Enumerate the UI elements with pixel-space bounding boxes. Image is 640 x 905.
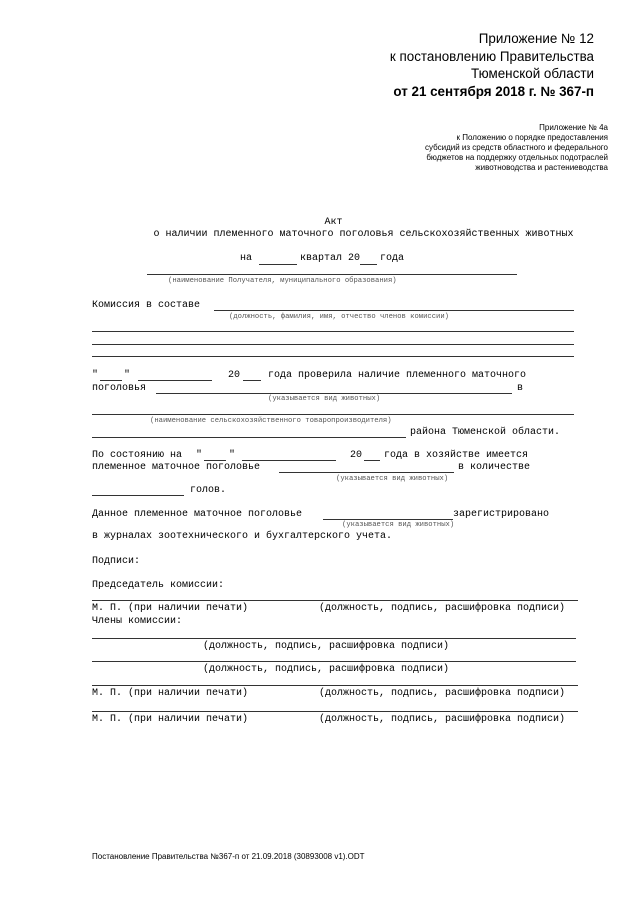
status-species-field[interactable] — [279, 472, 454, 473]
check-day-field[interactable] — [100, 380, 122, 381]
recipient-hint: (наименование Получателя, муниципального образования) — [168, 277, 397, 285]
status-quantity-field[interactable] — [92, 495, 184, 496]
commission-hint: (должность, фамилия, имя, отчество членов комиссии) — [229, 313, 449, 321]
commission-line-3[interactable] — [92, 344, 574, 345]
decree-reference: к постановлению Правительства — [389, 49, 594, 64]
sub-appendix-line3: субсидий из средств областного и федерального — [425, 143, 608, 152]
check-month-field[interactable] — [138, 380, 212, 381]
member3-seal-text: М. П. (при наличии печати) — [92, 688, 249, 699]
status-day-field[interactable] — [204, 460, 226, 461]
check-district-field[interactable] — [92, 437, 406, 438]
quarter-mid: квартал 20 — [300, 253, 361, 264]
status-has-text: года в хозяйстве имеется — [384, 450, 529, 461]
member2-signature-hint: (должность, подпись, расшифровка подписи) — [203, 664, 450, 675]
recipient-field[interactable] — [147, 274, 517, 275]
registered-suffix: зарегистрировано — [453, 509, 550, 520]
appendix-number: Приложение № 12 — [478, 31, 594, 46]
quarter-prefix: на — [240, 253, 253, 264]
check-species-hint: (указывается вид животных) — [268, 395, 381, 403]
act-title: Акт — [324, 217, 343, 228]
chair-signature-hint: (должность, подпись, расшифровка подписи) — [319, 603, 566, 614]
commission-line-2[interactable] — [92, 331, 574, 332]
region-name: Тюменской области — [471, 66, 594, 81]
member4-signature-hint: (должность, подпись, расшифровка подписи) — [319, 714, 566, 725]
member4-signature-line[interactable] — [92, 711, 578, 712]
check-verb-text: года проверила наличие племенного маточного — [268, 370, 527, 381]
status-quote-close: " — [229, 450, 236, 461]
decree-date: от 21 сентября 2018 г. № 367-п — [393, 84, 594, 99]
act-subtitle: о наличии племенного маточного поголовья сельскохозяйственных животных — [153, 229, 574, 240]
status-month-field[interactable] — [242, 460, 336, 461]
check-in-label: в — [517, 383, 524, 394]
check-quote-close: " — [124, 370, 131, 381]
sub-appendix-number: Приложение № 4а — [539, 123, 608, 132]
quarter-field[interactable] — [259, 264, 297, 265]
status-livestock-label: племенное маточное поголовье — [92, 462, 261, 473]
status-year-field[interactable] — [364, 460, 380, 461]
member1-signature-hint: (должность, подпись, расшифровка подписи) — [203, 641, 450, 652]
check-producer-hint: (наименование сельскохозяйственного товаропроизводителя) — [150, 417, 392, 425]
chair-label: Председатель комиссии: — [92, 580, 225, 591]
status-year-text: 20 — [350, 450, 363, 461]
quarter-year-field[interactable] — [360, 264, 377, 265]
registered-journals: в журналах зоотехнического и бухгалтерского учета. — [92, 531, 393, 542]
commission-line-4[interactable] — [92, 356, 574, 357]
check-district-text: района Тюменской области. — [410, 427, 561, 438]
chair-signature-line[interactable] — [92, 600, 578, 601]
chair-seal-text: М. П. (при наличии печати) — [92, 603, 249, 614]
status-qty-label: в количестве — [458, 462, 531, 473]
member1-signature-line[interactable] — [92, 638, 576, 639]
member4-seal-text: М. П. (при наличии печати) — [92, 714, 249, 725]
status-prefix: По состоянию на — [92, 450, 183, 461]
check-year-text: 20 — [228, 370, 241, 381]
signatures-label: Подписи: — [92, 556, 141, 567]
check-year-field[interactable] — [243, 380, 261, 381]
quarter-suffix: года — [380, 253, 405, 264]
commission-label: Комиссия в составе — [92, 300, 201, 311]
check-quote-open: " — [92, 370, 99, 381]
sub-appendix-line5: животноводства и растениеводства — [475, 163, 608, 172]
status-quote-open: " — [196, 450, 203, 461]
status-heads-label: голов. — [190, 485, 227, 496]
check-producer-field[interactable] — [92, 414, 574, 415]
member3-signature-line[interactable] — [92, 685, 578, 686]
member2-signature-line[interactable] — [92, 661, 576, 662]
check-livestock-label: поголовья — [92, 383, 147, 394]
check-livestock-field[interactable] — [156, 393, 512, 394]
status-species-hint: (указывается вид животных) — [336, 475, 449, 483]
sub-appendix-line2: к Положению о порядке предоставления — [456, 133, 608, 142]
members-label: Члены комиссии: — [92, 616, 183, 627]
registered-prefix: Данное племенное маточное поголовье — [92, 509, 303, 520]
sub-appendix-line4: бюджетов на поддержку отдельных подотраслей — [426, 153, 608, 162]
commission-field[interactable] — [214, 310, 574, 311]
registered-species-field[interactable] — [323, 519, 453, 520]
registered-species-hint: (указывается вид животных) — [342, 521, 455, 529]
member3-signature-hint: (должность, подпись, расшифровка подписи) — [319, 688, 566, 699]
footer-text: Постановление Правительства №367-п от 21.09.2018 (30893008 v1).ODT — [92, 852, 365, 861]
